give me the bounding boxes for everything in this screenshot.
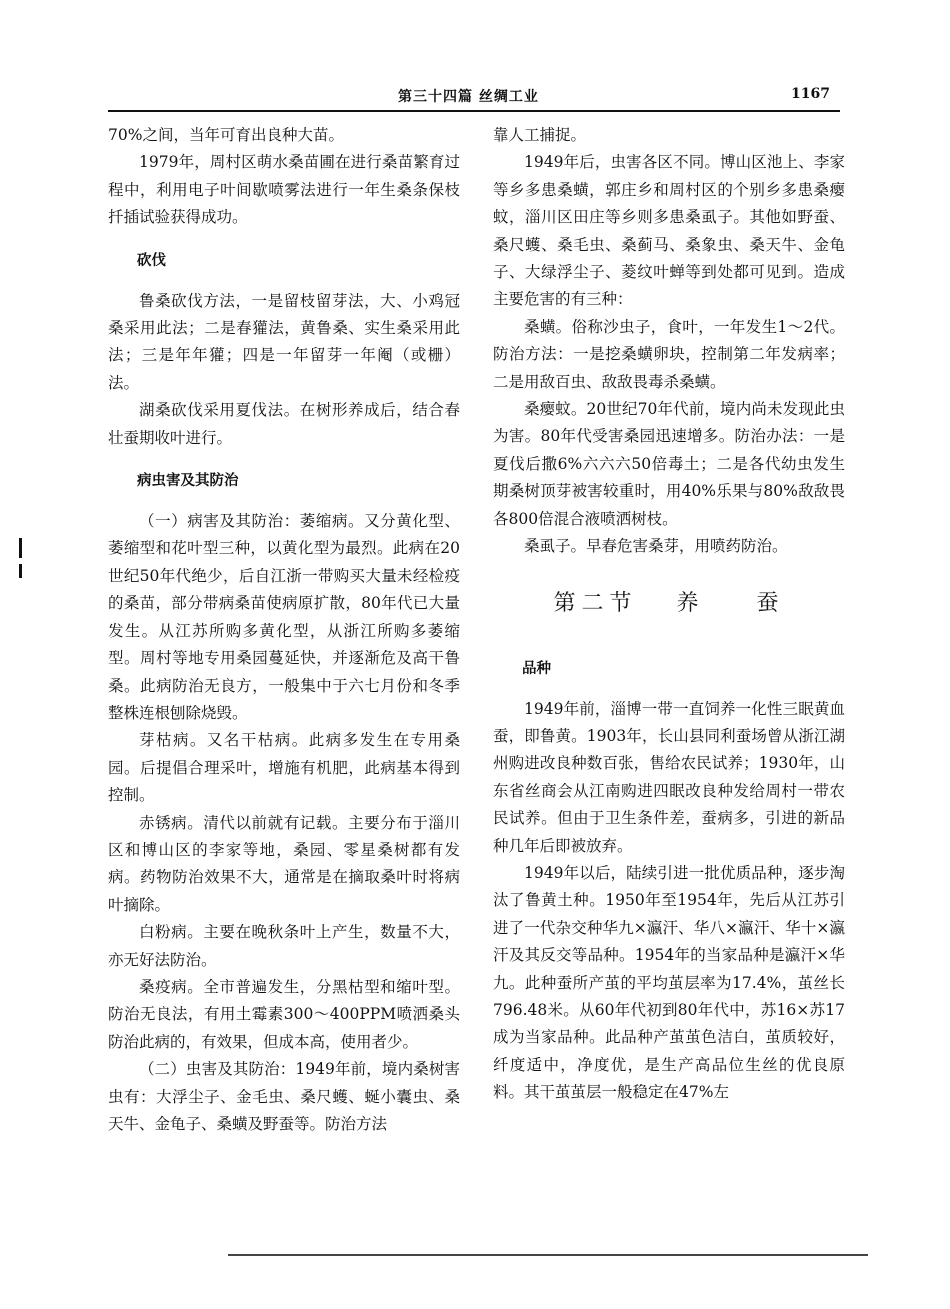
- page-number: 1167: [791, 86, 830, 102]
- body-paragraph: 70%之间，当年可育出良种大苗。: [108, 126, 344, 144]
- body-paragraph: （一）病害及其防治：萎缩病。又分黄化型、萎缩型和花叶型三种，以黄化型为最烈。此病在20世纪50年代绝少，后自江浙一带购买大量未经检疫的桑苗，部分带病桑苗使病原扩散，80年代已大量发生。从江苏所购多黄化型，从浙江所购多萎缩型。周村等地专用桑园蔓延快，并逐渐危及高干鲁桑。此病防治无良方，一般集中于六七月份和冬季整株连根刨除烧毁。: [108, 512, 460, 722]
- subheading: 病虫害及其防治: [137, 473, 239, 490]
- left-column: [108, 122, 460, 1138]
- body-paragraph: 桑瘿蚊。20世纪70年代前，境内尚未发现此虫为害。80年代受害桑园迅速增多。防治办法：一是夏伐后撒6%六六六50倍毒土；二是各代幼虫发生期桑树顶芽被害较重时，用40%乐果与80%敌敌畏各800倍混合液喷洒树枝。: [493, 400, 845, 528]
- subheading: 砍伐: [137, 252, 166, 269]
- body-paragraph: 1949年前，淄博一带一直饲养一化性三眠黄血蚕，即鲁黄。1903年，长山县同利蚕场曾从浙江湖州购进改良种数百张，售给农民试养；1930年，山东省丝商会从江南购进四眠改良种发给周村一带农民试养。但由于卫生条件差，蚕病多，引进的新品种几年后即被放弃。: [493, 699, 845, 855]
- header-rule: [108, 110, 840, 112]
- body-paragraph: 桑蟥。俗称沙虫子，食叶，一年发生1～2代。防治方法：一是挖桑蟥卵块，控制第二年发病率；二是用敌百虫、敌敌畏毒杀桑蟥。: [493, 317, 845, 391]
- subheading: 品种: [522, 660, 551, 677]
- section-title-text: 第二节 养 蚕: [553, 590, 785, 616]
- body-paragraph: 1949年后，虫害各区不同。博山区池上、李家等乡多患桑蟥，郭庄乡和周村区的个别乡多患桑瘿蚊，淄川区田庄等乡则多患桑虱子。其他如野蚕、桑尺蠖、桑毛虫、桑蓟马、桑象虫、桑天牛、金龟子、大绿浮尘子、菱纹叶蝉等到处都可见到。造成主要危害的有三种：: [493, 153, 845, 309]
- body-paragraph: 1979年，周村区萌水桑苗圃在进行桑苗繁育过程中，利用电子叶间歇喷雾法进行一年生桑条保枝扦插试验获得成功。: [108, 153, 460, 227]
- body-paragraph: （二）虫害及其防治：1949年前，境内桑树害虫有：大浮尘子、金毛虫、桑尺蠖、蜒小囊虫、桑天牛、金龟子、桑蟥及野蚕等。防治方法: [108, 1060, 460, 1133]
- running-header: [108, 82, 840, 108]
- body-paragraph: 桑虱子。早春危害桑芽，用喷药防治。: [524, 537, 788, 556]
- section-title: [493, 589, 845, 619]
- margin-scan-mark: [19, 538, 22, 558]
- footer-rule: [228, 1254, 868, 1256]
- margin-scan-mark: [19, 564, 22, 578]
- body-paragraph: 鲁桑砍伐方法，一是留枝留芽法，大、小鸡冠桑采用此法；二是春獾法，黄鲁桑、实生桑采用此法；三是年年獾；四是一年留芽一年阉（或栅）法。: [108, 291, 460, 392]
- body-paragraph: 桑疫病。全市普遍发生，分黑枯型和缩叶型。防治无良法，有用土霉素300～400PPM喷洒桑头防治此病的，有效果，但成本高，使用者少。: [108, 977, 460, 1051]
- header-title: 第三十四篇 丝绸工业: [398, 89, 539, 105]
- right-column: [493, 122, 845, 1107]
- body-paragraph: 芽枯病。又名干枯病。此病多发生在专用桑园。后提倡合理采叶，增施有机肥，此病基本得到控制。: [108, 731, 460, 805]
- body-paragraph: 湖桑砍伐采用夏伐法。在树形养成后，结合春壮蚕期收叶进行。: [108, 401, 460, 447]
- body-paragraph: 靠人工捕捉。: [493, 126, 587, 144]
- body-paragraph: 白粉病。主要在晚秋条叶上产生，数量不大，亦无好法防治。: [108, 923, 460, 969]
- body-paragraph: 赤锈病。清代以前就有记载。主要分布于淄川区和博山区的李家等地，桑园、零星桑树都有发病。药物防治效果不大，通常是在摘取桑叶时将病叶摘除。: [108, 813, 460, 914]
- body-paragraph: 1949年以后，陆续引进一批优质品种，逐步淘汰了鲁黄土种。1950年至1954年，先后从江苏引进了一代杂交种华九×瀛汗、华八×瀛汗、华十×瀛汗及其反交等品种。1954年的当家品种是瀛汗×华九。此种蚕所产茧的平均茧层率为17.4%，茧丝长796.48米。从60年代初到80年代中，苏16×苏17成为当家品种。此品种产茧茧色洁白，茧质较好，纤度适中，净度优，是生产高品位生丝的优良原料。其干茧茧层一般稳定在47%左: [493, 863, 845, 1102]
